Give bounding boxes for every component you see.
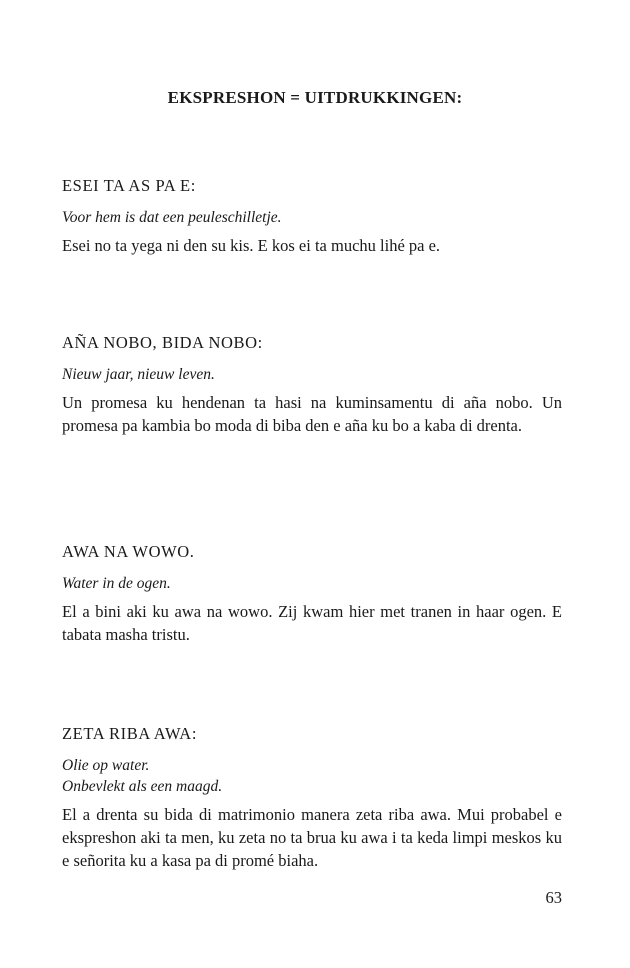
expression-entry xyxy=(62,333,562,437)
expression-explanation: El a drenta su bida di matrimonio manera zeta riba awa. Mui probabel e ekspreshon aki ta men, ku zeta no ta brua ku awa i ta keda limpi meskos ku e señorita ku a kasa pa di promé biaha. xyxy=(62,805,562,870)
expression-entry xyxy=(62,542,562,646)
expression-heading: ESEI TA AS PA E: xyxy=(62,176,196,195)
expression-translation: Voor hem is dat een peuleschilletje. xyxy=(62,209,282,226)
page-number: 63 xyxy=(545,888,562,907)
expression-translation: Water in de ogen. xyxy=(62,575,171,592)
expression-explanation: Esei no ta yega ni den su kis. E kos ei ta muchu lihé pa e. xyxy=(62,236,441,255)
expression-entry xyxy=(62,724,562,872)
expression-heading: AÑA NOBO, BIDA NOBO: xyxy=(62,333,263,352)
expression-translation: Olie op water. xyxy=(62,757,150,774)
page-title: EKSPRESHON = UITDRUKKINGEN: xyxy=(167,88,463,107)
expression-heading: AWA NA WOWO. xyxy=(62,542,195,561)
expression-translation: Onbevlekt als een maagd. xyxy=(62,778,223,795)
expression-translation: Nieuw jaar, nieuw leven. xyxy=(62,366,215,383)
expression-explanation: Un promesa ku hendenan ta hasi na kuminsamentu di aña nobo. Un promesa pa kambia bo moda di biba den e aña ku bo a kaba di drenta. xyxy=(62,393,562,435)
expression-explanation: El a bini aki ku awa na wowo. Zij kwam hier met tranen in haar ogen. E tabata masha tristu. xyxy=(62,602,562,644)
expression-heading: ZETA RIBA AWA: xyxy=(62,724,198,743)
expression-entry xyxy=(62,176,562,257)
